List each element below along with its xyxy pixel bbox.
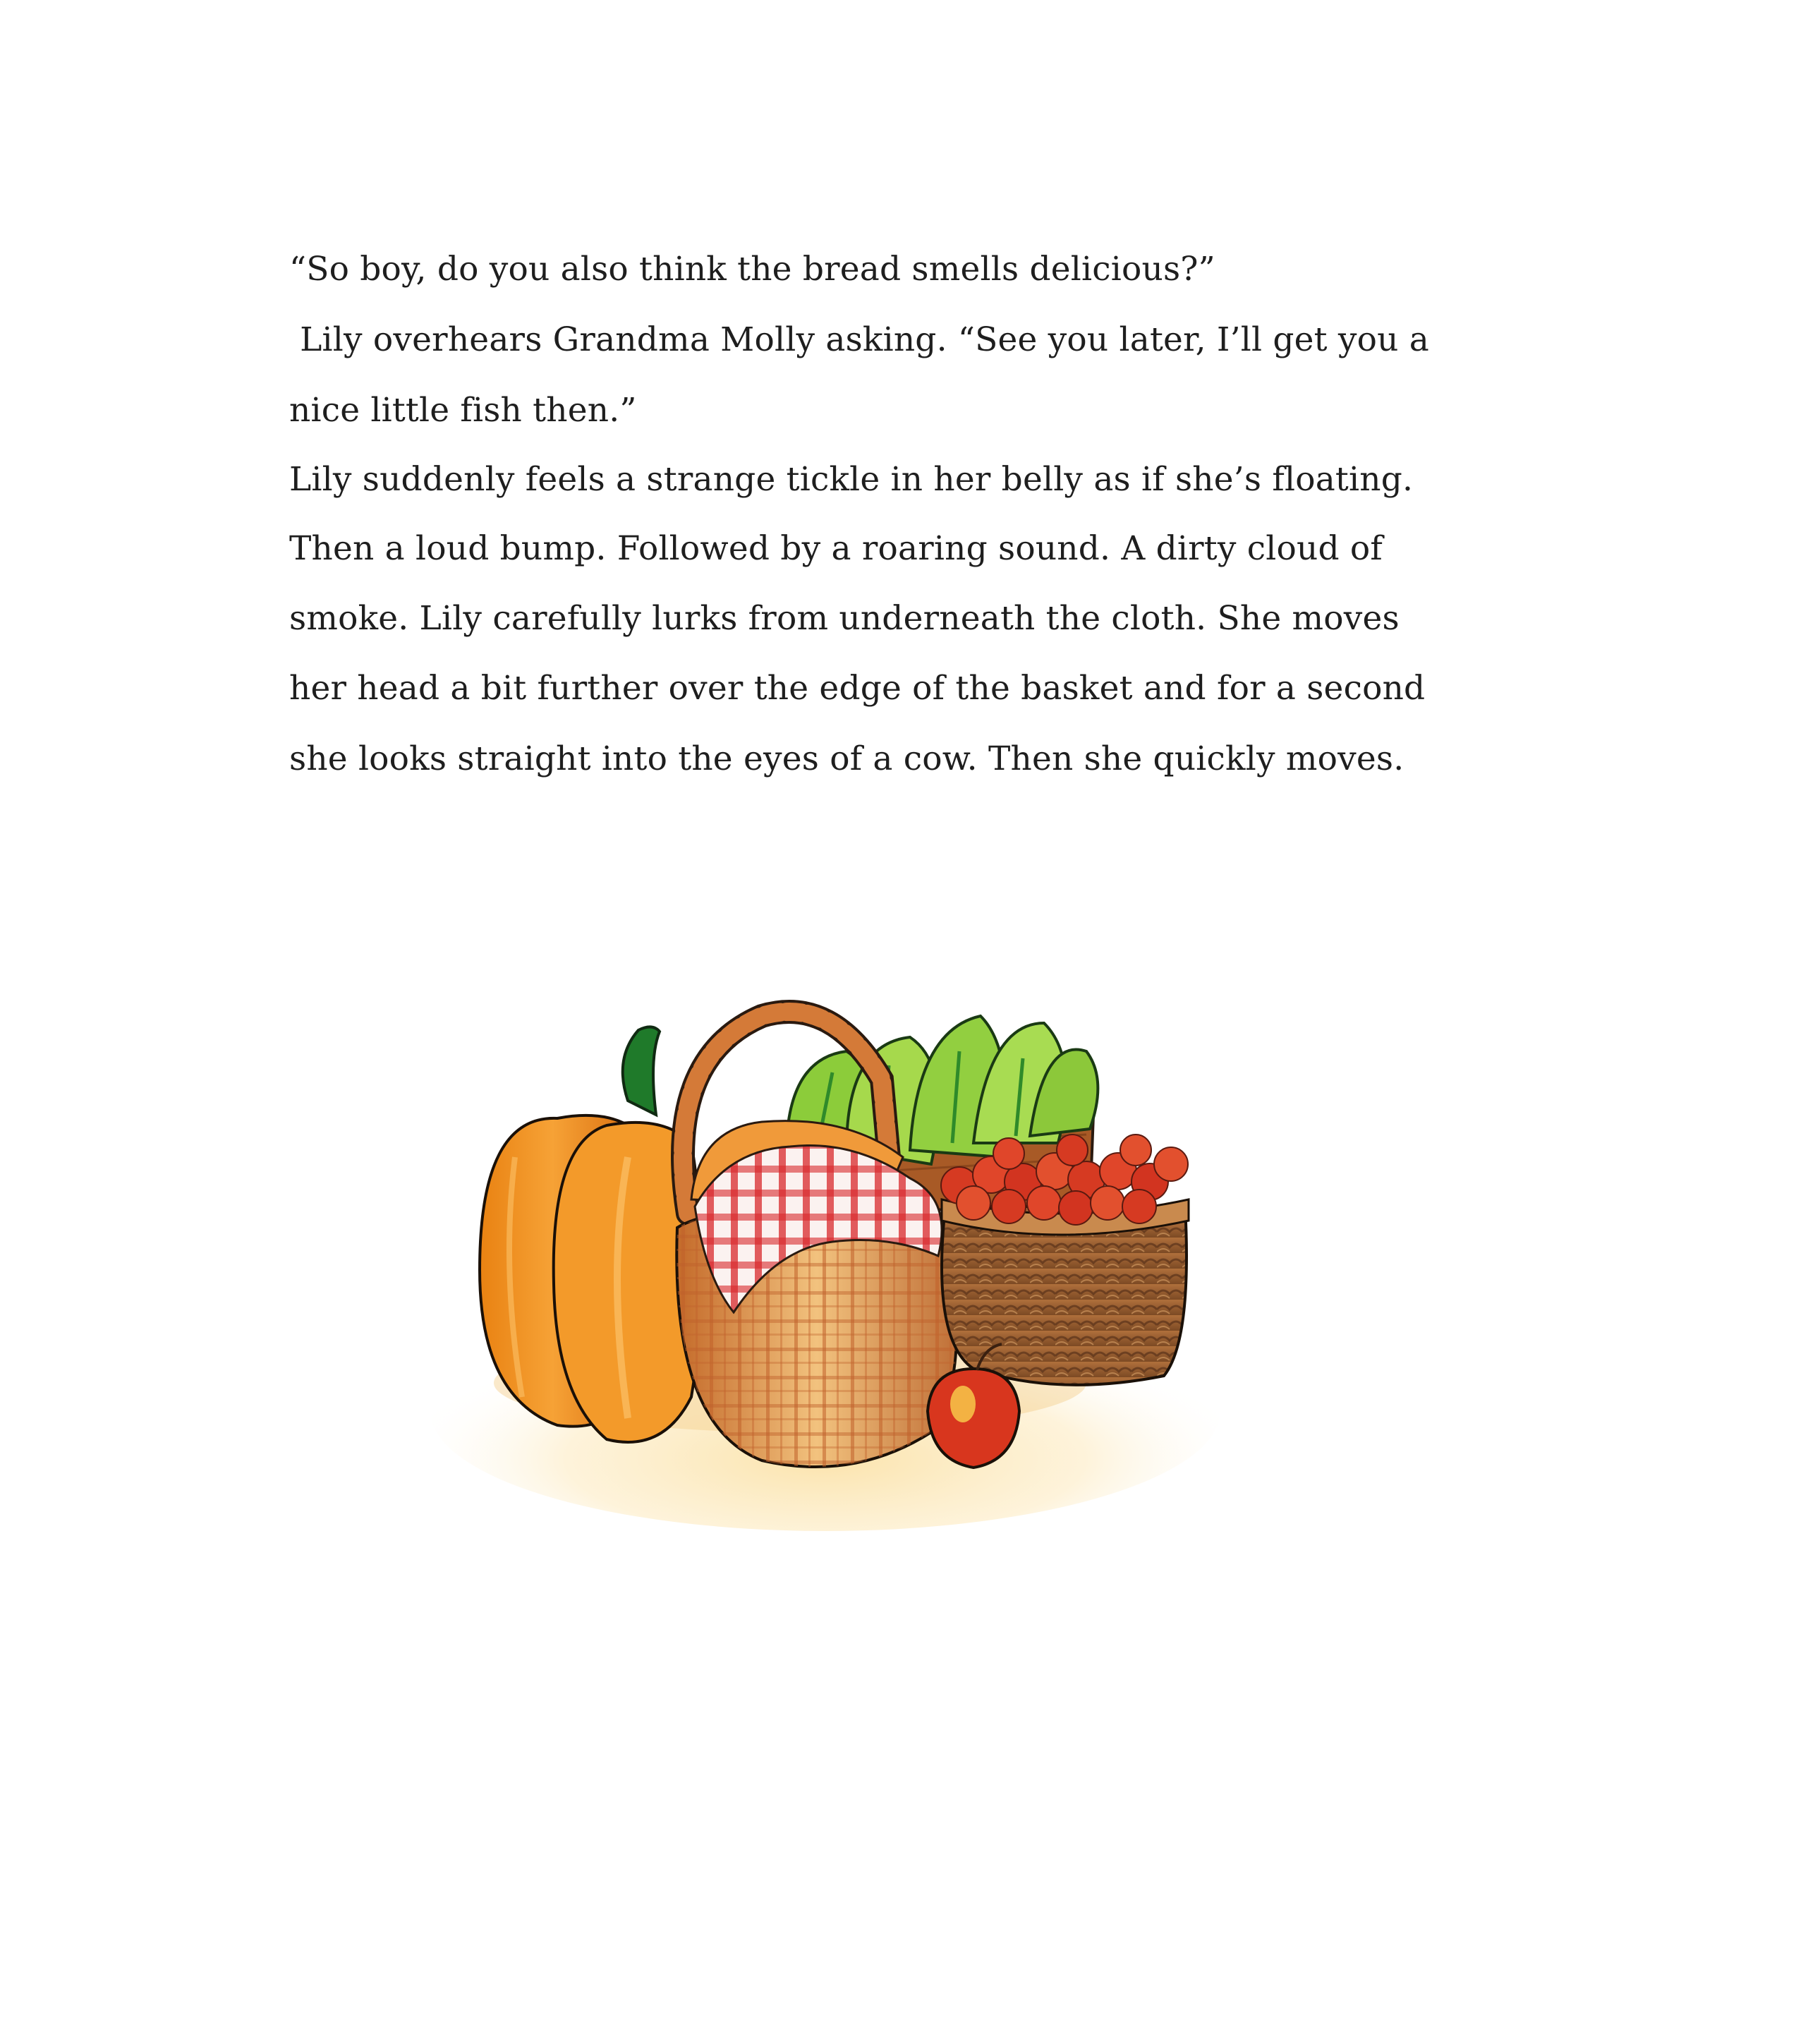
harvest-baskets-illustration bbox=[395, 974, 1242, 1552]
story-line-1: “So boy, do you also think the bread smells delicious?” bbox=[289, 250, 1215, 289]
story-line-6: smoke. Lily carefully lurks from underneath the cloth. She moves bbox=[289, 599, 1400, 638]
story-line-5: Then a loud bump. Followed by a roaring sound. A dirty cloud of bbox=[289, 529, 1383, 568]
apple-basket bbox=[941, 1135, 1189, 1385]
story-line-4: Lily suddenly feels a strange tickle in her belly as if she’s floating. bbox=[289, 460, 1414, 499]
pumpkin-stem bbox=[623, 1027, 660, 1115]
story-line-7: her head a bit further over the edge of the basket and for a second bbox=[289, 669, 1426, 708]
story-line-2: Lily overhears Grandma Molly asking. “See you later, I’ll get you a bbox=[289, 320, 1429, 359]
story-line-8: she looks straight into the eyes of a cow. Then she quickly moves. bbox=[289, 739, 1404, 778]
story-line-3: nice little fish then.” bbox=[289, 391, 637, 430]
pumpkin bbox=[480, 1027, 702, 1442]
